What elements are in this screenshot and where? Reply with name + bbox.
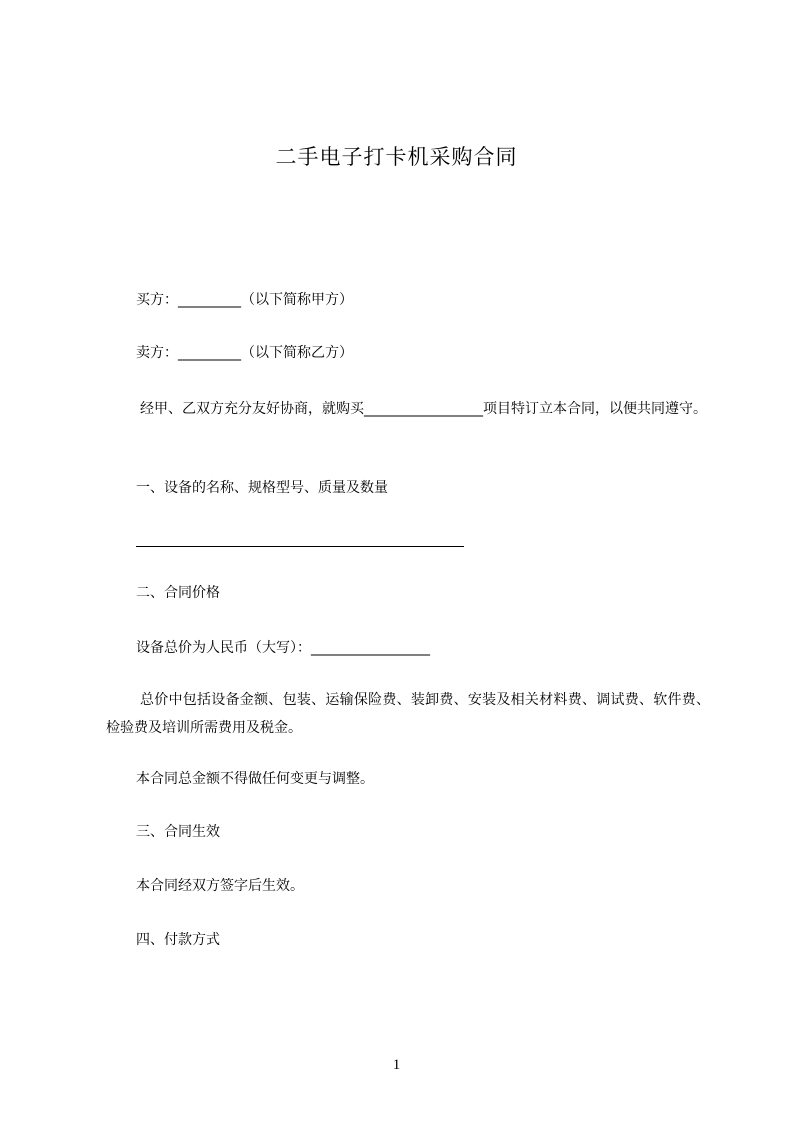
- intro-paragraph: 经甲、乙双方充分友好协商，就购买_________________项目特订立本合同，以便共同遵守。: [140, 401, 707, 417]
- section-2-heading: 二、合同价格: [136, 585, 220, 601]
- section-1-heading: 一、设备的名称、规格型号、质量及数量: [136, 480, 388, 496]
- blank-fill-line: [136, 546, 464, 547]
- price-fixed-paragraph: 本合同总金额不得做任何变更与调整。: [136, 771, 374, 787]
- section-4-heading: 四、付款方式: [136, 932, 220, 948]
- price-includes-paragraph: 总价中包括设备金额、包装、运输保险费、装卸费、安装及相关材料费、调试费、软件费、检验费及培训所需费用及税金。: [106, 692, 710, 736]
- seller-line: 卖方：_________（以下简称乙方）: [136, 345, 353, 361]
- document-title: 二手电子打卡机采购合同: [275, 145, 518, 169]
- section-3-heading: 三、合同生效: [136, 824, 220, 840]
- price-line: 设备总价为人民币（大写）：_________________: [136, 640, 430, 656]
- effective-paragraph: 本合同经双方签字后生效。: [136, 878, 304, 894]
- page-number: 1: [392, 1057, 401, 1073]
- buyer-line: 买方：_________（以下简称甲方）: [136, 292, 353, 308]
